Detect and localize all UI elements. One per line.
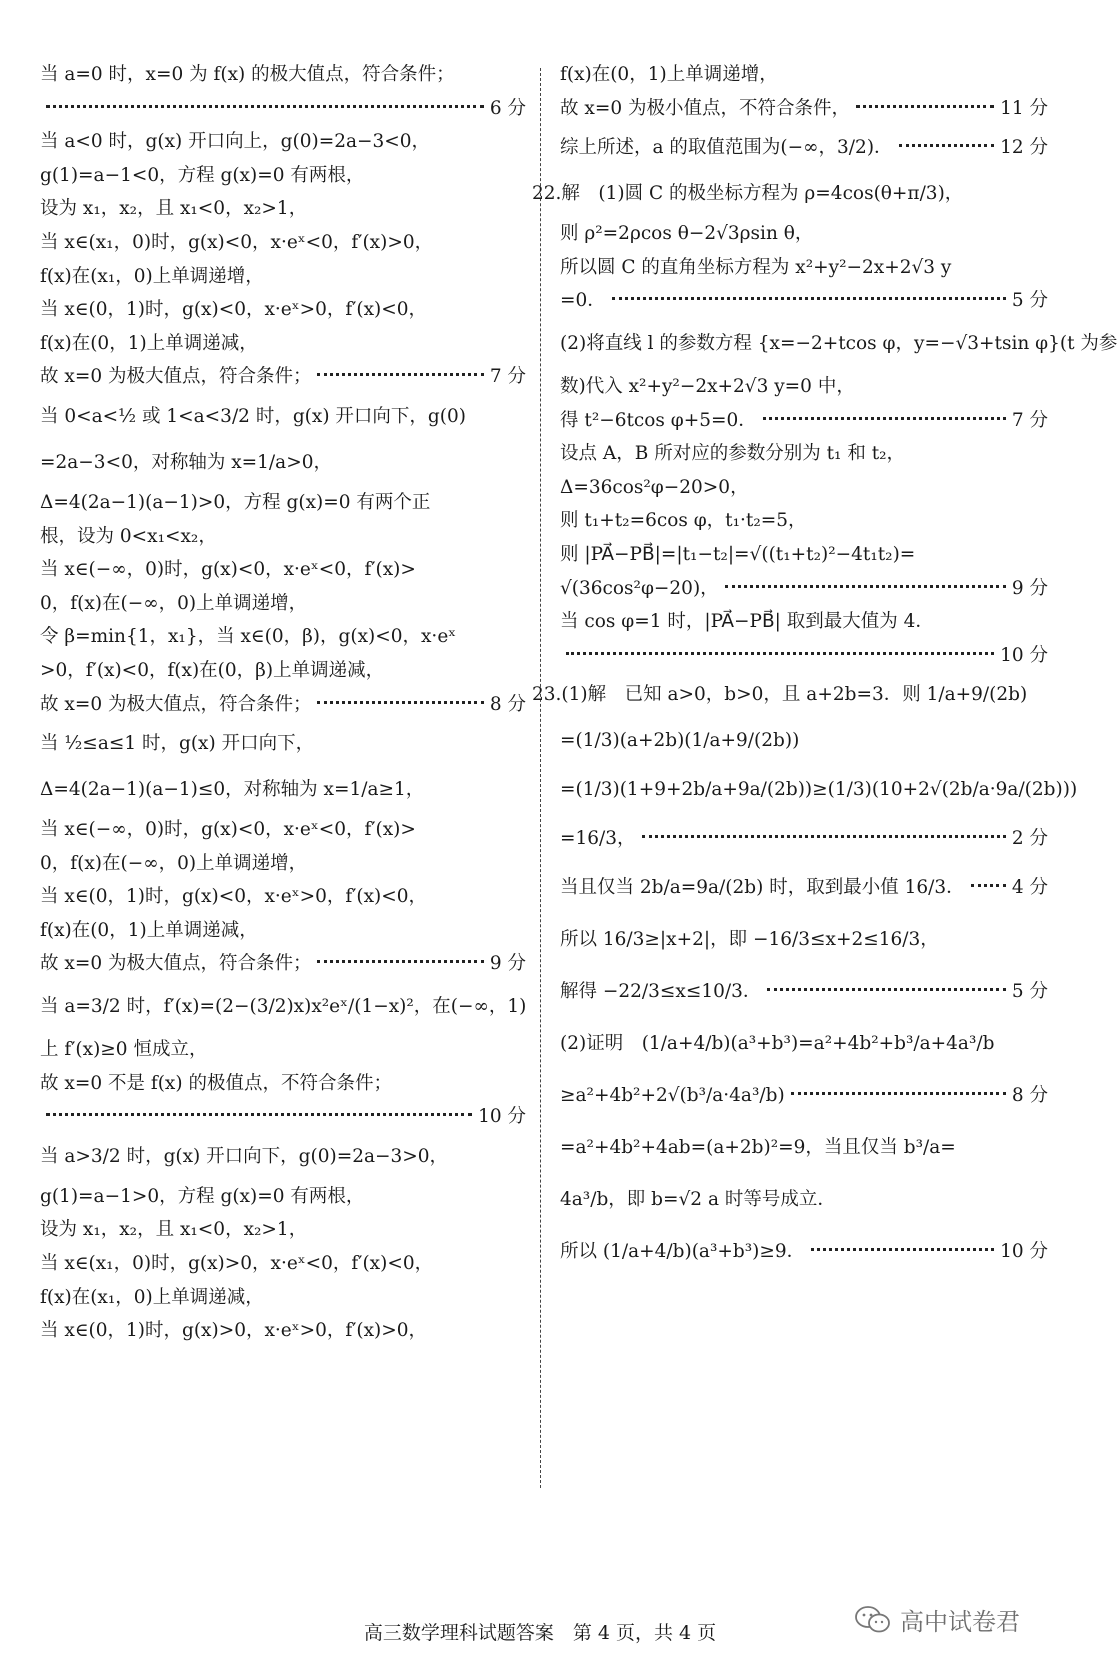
dot-leader	[642, 835, 1006, 838]
answer-text: 设为 x₁，x₂，且 x₁<0，x₂>1，	[40, 198, 308, 220]
dot-leader	[763, 417, 1006, 420]
answer-line	[560, 251, 1048, 285]
dot-leader	[612, 297, 1006, 300]
score-label: 5 分	[1011, 290, 1048, 312]
answer-text: 故 x=0 为极大值点，符合条件；	[40, 693, 312, 715]
answer-text: 故 x=0 不是 f(x) 的极值点，不符合条件；	[40, 1072, 392, 1094]
answer-text: =2a−3<0，对称轴为 x=1/a>0，	[40, 451, 332, 473]
answer-text: 故 x=0 为极大值点，符合条件；	[40, 366, 312, 388]
answer-line	[40, 721, 526, 767]
answer-text: 23.(1)解 已知 a>0，b>0，且 a+2b=3．则 1/a+9/(2b)	[532, 684, 1028, 706]
answer-line	[40, 293, 526, 327]
answer-text: 当 a<0 时，g(x) 开口向上，g(0)=2a−3<0，	[40, 131, 431, 153]
right-column	[532, 58, 1117, 1581]
answer-line	[560, 404, 1048, 438]
answer-line	[560, 1070, 1048, 1122]
answer-line	[40, 620, 526, 654]
answer-line	[40, 192, 526, 226]
dot-leader	[566, 652, 994, 655]
answer-text: 当 a=3/2 时，f′(x)=(2−(3/2)x)x²eˣ/(1−x)²，在(−∞，1)	[40, 996, 527, 1018]
answer-line	[560, 504, 1048, 538]
answer-text: 当 x∈(x₁，0)时，g(x)<0，x·eˣ<0，f′(x)>0，	[40, 231, 434, 253]
dot-leader	[317, 960, 483, 963]
answer-line	[560, 284, 1048, 318]
answer-text: =0．	[560, 290, 606, 312]
answer-line	[40, 587, 526, 621]
answer-line	[560, 538, 1048, 572]
answer-text: 则 t₁+t₂=6cos φ，t₁·t₂=5，	[560, 510, 807, 532]
dot-leader	[317, 373, 483, 376]
answer-text: 当 a=0 时，x=0 为 f(x) 的极大值点，符合条件；	[40, 64, 455, 85]
answer-line	[40, 947, 526, 981]
answer-line	[560, 572, 1048, 606]
answer-text: >0，f′(x)<0，f(x)在(0，β)上单调递减，	[40, 659, 385, 681]
answer-text: 令 β=min{1，x₁}，当 x∈(0，β)，g(x)<0，x·eˣ	[40, 626, 457, 648]
answer-text: 0，f(x)在(−∞，0)上单调递增，	[40, 592, 308, 614]
answer-text: =(1/3)(1+9+2b/a+9a/(2b))≥(1/3)(10+2√(2b/a·9a/(2b)))	[560, 779, 1078, 801]
wechat-icon	[854, 1605, 892, 1635]
answer-line	[560, 639, 1048, 673]
answer-text: f(x)在(0，1)上单调递减，	[40, 919, 258, 941]
answer-text: =(1/3)(a+2b)(1/a+9/(2b))	[560, 730, 800, 752]
dot-leader	[791, 1092, 1006, 1095]
answer-text: 当 x∈(−∞，0)时，g(x)<0，x·eˣ<0，f′(x)>	[40, 819, 416, 841]
answer-text: 得 t²−6tcos φ+5=0．	[560, 409, 757, 431]
answer-line	[560, 966, 1048, 1018]
answer-text: g(1)=a−1>0，方程 g(x)=0 有两根，	[40, 1185, 365, 1207]
answer-line	[40, 440, 526, 486]
score-label: 12 分	[1000, 137, 1048, 159]
score-label: 9 分	[489, 953, 526, 975]
answer-text: Δ=36cos²φ−20>0，	[560, 476, 749, 498]
answer-line	[40, 1033, 526, 1067]
dot-leader	[725, 585, 1006, 588]
answer-text: Δ=4(2a−1)(a−1)>0，方程 g(x)=0 有两个正	[40, 491, 431, 513]
answer-line	[560, 862, 1048, 914]
answer-line	[40, 847, 526, 881]
answer-text: f(x)在(x₁，0)上单调递增，	[40, 265, 264, 287]
answer-line	[40, 553, 526, 587]
answer-text: 故 x=0 为极大值点，符合条件；	[40, 953, 312, 975]
answer-text: 综上所述，a 的取值范围为(−∞，3/2)．	[560, 137, 893, 159]
answer-line	[40, 1314, 526, 1348]
answer-line	[40, 159, 526, 193]
column-divider	[540, 68, 541, 1488]
answer-text: 当 x∈(x₁，0)时，g(x)>0，x·eˣ<0，f′(x)<0，	[40, 1253, 434, 1275]
score-label: 10 分	[1000, 644, 1048, 666]
answer-text: f(x)在(0，1)上单调递增，	[560, 64, 778, 85]
answer-text: 当 cos φ=1 时，|PA⃗−PB⃗| 取到最大值为 4．	[560, 611, 934, 633]
dot-leader	[46, 1113, 472, 1116]
answer-line	[560, 816, 1048, 862]
left-column	[40, 58, 526, 1581]
answer-line	[560, 914, 1048, 966]
answer-line	[560, 1174, 1048, 1226]
answer-line	[40, 1247, 526, 1281]
score-label: 7 分	[1011, 409, 1048, 431]
answer-line	[40, 520, 526, 554]
answer-text: =16/3，	[560, 828, 636, 850]
answer-line	[40, 654, 526, 688]
answer-line	[560, 1226, 1048, 1278]
answer-line	[560, 437, 1048, 471]
watermark-text: 高中试卷君	[900, 1608, 1020, 1636]
answer-text: 则 |PA⃗−PB⃗|=|t₁−t₂|=√((t₁+t₂)²−4t₁t₂)=	[560, 543, 916, 565]
score-label: 8 分	[1011, 1085, 1048, 1107]
dot-leader	[899, 144, 995, 147]
answer-text: 当且仅当 2b/a=9a/(2b) 时，取到最小值 16/3．	[560, 877, 965, 899]
answer-text: 所以 16/3≥|x+2|，即 −16/3≤x+2≤16/3，	[560, 929, 939, 951]
page-footer: 高三数学理科试题答案 第 4 页，共 4 页	[363, 1622, 717, 1644]
answer-text: 当 0<a<½ 或 1<a<3/2 时，g(x) 开口向下，g(0)	[40, 405, 466, 427]
answer-line	[560, 58, 1048, 92]
dot-leader	[971, 884, 1006, 887]
score-label: 2 分	[1011, 828, 1048, 850]
answer-text: 根，设为 0<x₁<x₂，	[40, 525, 217, 547]
answer-text: 当 x∈(0，1)时，g(x)>0，x·eˣ>0，f′(x)>0，	[40, 1320, 428, 1342]
answer-text: 当 ½≤a≤1 时，g(x) 开口向下，	[40, 733, 315, 755]
answer-text: 22.解 (1)圆 C 的极坐标方程为 ρ=4cos(θ+π/3)，	[532, 183, 964, 205]
answer-line	[560, 217, 1048, 251]
answer-line	[560, 1122, 1048, 1174]
answer-line	[40, 1213, 526, 1247]
answer-line	[40, 1281, 526, 1315]
answer-text: 设为 x₁，x₂，且 x₁<0，x₂>1，	[40, 1219, 308, 1241]
answer-line	[560, 764, 1078, 816]
answer-text: 当 x∈(−∞，0)时，g(x)<0，x·eˣ<0，f′(x)>	[40, 559, 416, 581]
answer-text: f(x)在(x₁，0)上单调递减，	[40, 1286, 264, 1308]
answer-line	[560, 92, 1048, 126]
answer-text: 上 f′(x)≥0 恒成立，	[40, 1039, 208, 1061]
score-label: 6 分	[489, 97, 526, 119]
answer-text: 当 x∈(0，1)时，g(x)<0，x·eˣ>0，f′(x)<0，	[40, 299, 428, 321]
score-label: 10 分	[478, 1106, 526, 1128]
answer-text: 当 x∈(0，1)时，g(x)<0，x·eˣ>0，f′(x)<0，	[40, 886, 428, 908]
score-label: 7 分	[489, 366, 526, 388]
answer-line	[40, 880, 526, 914]
answer-line	[40, 360, 526, 394]
answer-text: ≥a²+4b²+2√(b³/a·4a³/b)	[560, 1085, 785, 1107]
answer-line	[40, 486, 526, 520]
answer-text: 故 x=0 为极小值点，不符合条件，	[560, 97, 850, 119]
answer-line	[560, 1018, 1048, 1070]
answer-line	[532, 672, 1048, 718]
answer-line	[40, 914, 526, 948]
answer-line	[40, 1180, 526, 1214]
answer-line	[560, 471, 1048, 505]
answer-text: 所以圆 C 的直角坐标方程为 x²+y²−2x+2√3 y	[560, 256, 952, 278]
answer-text: =a²+4b²+4ab=(a+2b)²=9，当且仅当 b³/a=	[560, 1137, 956, 1159]
answer-line	[532, 171, 1048, 217]
dot-leader	[767, 988, 1005, 991]
score-label: 9 分	[1011, 577, 1048, 599]
score-label: 4 分	[1011, 877, 1048, 899]
answer-text: √(36cos²φ−20)，	[560, 577, 719, 599]
answer-text: (2)证明 (1/a+4/b)(a³+b³)=a²+4b²+b³/a+4a³/b	[560, 1033, 995, 1055]
answer-line	[40, 1067, 526, 1101]
answer-text: g(1)=a−1<0，方程 g(x)=0 有两根，	[40, 164, 365, 186]
answer-text: Δ=4(2a−1)(a−1)≤0，对称轴为 x=1/a≥1，	[40, 779, 425, 801]
answer-line	[560, 370, 1048, 404]
answer-line	[40, 1100, 526, 1134]
answer-text: 4a³/b，即 b=√2 a 时等号成立．	[560, 1189, 836, 1211]
answer-line	[40, 260, 526, 294]
dot-leader	[856, 105, 994, 108]
dot-leader	[811, 1248, 994, 1251]
answer-line	[40, 125, 526, 159]
answer-text: 当 a>3/2 时，g(x) 开口向下，g(0)=2a−3>0，	[40, 1145, 449, 1167]
answer-line	[40, 394, 526, 440]
answer-line	[40, 58, 526, 92]
answer-text: (2)将直线 l 的参数方程 {x=−2+tcos φ，y=−√3+tsin φ}(t 为参	[560, 332, 1117, 354]
answer-line	[40, 767, 526, 813]
score-label: 10 分	[1000, 1241, 1048, 1263]
score-label: 11 分	[1000, 97, 1048, 119]
answer-text: 数)代入 x²+y²−2x+2√3 y=0 中，	[560, 375, 855, 397]
score-label: 5 分	[1011, 981, 1048, 1003]
answer-line	[560, 718, 1048, 764]
answer-text: 解得 −22/3≤x≤10/3．	[560, 981, 762, 1003]
answer-line	[560, 125, 1048, 171]
answer-line	[560, 605, 1048, 639]
dot-leader	[317, 701, 483, 704]
answer-text: f(x)在(0，1)上单调递减，	[40, 332, 258, 354]
answer-line	[560, 318, 1117, 370]
answer-text: 所以 (1/a+4/b)(a³+b³)≥9．	[560, 1241, 806, 1263]
answer-line	[40, 226, 526, 260]
answer-text: 0，f(x)在(−∞，0)上单调递增，	[40, 852, 308, 874]
answer-text: 则 ρ²=2ρcos θ−2√3ρsin θ，	[560, 223, 814, 245]
answer-line	[40, 92, 526, 126]
watermark	[854, 1602, 1020, 1637]
answer-line	[40, 327, 526, 361]
answer-line	[40, 813, 526, 847]
dot-leader	[46, 105, 484, 108]
answer-line	[40, 1134, 526, 1180]
answer-line	[40, 981, 526, 1033]
answer-line	[40, 688, 526, 722]
answer-text: 设点 A，B 所对应的参数分别为 t₁ 和 t₂，	[560, 443, 906, 465]
score-label: 8 分	[489, 693, 526, 715]
